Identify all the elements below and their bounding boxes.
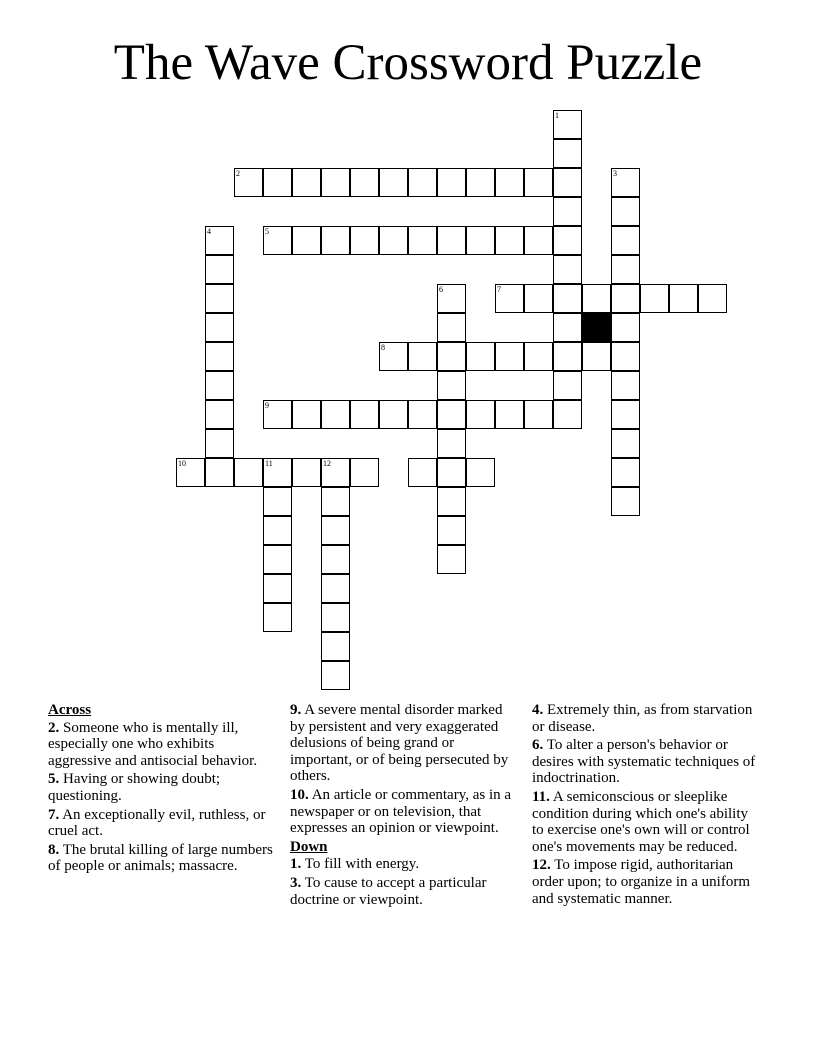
clue-down-4 [532,702,757,735]
clue-across-8 [48,842,273,875]
grid-cell[interactable] [611,255,640,284]
grid-cell[interactable] [611,371,640,400]
grid-cell[interactable] [234,458,263,487]
grid-cell[interactable] [582,342,611,371]
grid-cell[interactable] [437,313,466,342]
grid-cell[interactable] [321,574,350,603]
clue-text: A semiconscious or sleeplike condition during which one's ability to exercise one's own will or control one's movements may be reduced. [532,788,750,855]
grid-cell[interactable] [553,313,582,342]
grid-cell[interactable] [495,342,524,371]
down-heading: Down [290,838,328,855]
grid-cell[interactable] [437,371,466,400]
grid-cell[interactable] [263,545,292,574]
grid-cell[interactable] [698,284,727,313]
grid-cell[interactable] [234,168,263,197]
puzzle-title: The Wave Crossword Puzzle [113,35,703,91]
cell-number: 4 [207,227,211,236]
grid-cell[interactable] [553,110,582,139]
grid-cell[interactable] [437,284,466,313]
grid-cell[interactable] [263,168,292,197]
clue-text: The brutal killing of large numbers of people or animals; massacre. [48,841,273,875]
grid-cell[interactable] [582,284,611,313]
grid-cell[interactable] [205,255,234,284]
clue-text: To impose rigid, authoritarian order upon; to organize in a uniform and systematic manner. [532,857,750,907]
clue-across-9 [290,702,515,785]
clue-text: To cause to accept a particular doctrine or viewpoint. [290,874,487,908]
cell-number: 1 [555,111,559,120]
cell-number: 8 [381,343,385,352]
grid-cell[interactable] [379,226,408,255]
grid-cell[interactable] [553,226,582,255]
clue-number: 12. [532,857,551,874]
clue-number: 3. [290,874,302,891]
clue-down-12 [532,857,757,907]
grid-cell[interactable] [553,168,582,197]
grid-cell[interactable] [495,226,524,255]
grid-cell[interactable] [466,168,495,197]
grid-cell[interactable] [408,226,437,255]
clue-text: To fill with energy. [304,856,420,873]
grid-cell[interactable] [437,545,466,574]
grid-cell[interactable] [466,400,495,429]
grid-cell[interactable] [205,226,234,255]
grid-cell[interactable] [350,458,379,487]
clue-down-6 [532,737,757,787]
grid-cell[interactable] [205,371,234,400]
grid-cell[interactable] [437,458,466,487]
cell-number: 2 [236,169,240,178]
grid-cell[interactable] [263,226,292,255]
clues-column-3 [532,702,757,909]
grid-cell[interactable] [205,342,234,371]
grid-cell[interactable] [292,458,321,487]
grid-cell[interactable] [379,168,408,197]
clue-text: Having or showing doubt; questioning. [48,771,221,804]
clue-across-7 [48,807,273,840]
grid-cell[interactable] [263,516,292,545]
cell-number: 12 [323,459,331,468]
grid-cell[interactable] [350,400,379,429]
grid-cell[interactable] [321,400,350,429]
grid-cell[interactable] [611,197,640,226]
grid-cell[interactable] [176,458,205,487]
clue-number: 2. [48,719,60,736]
grid-cell[interactable] [321,226,350,255]
grid-cell[interactable] [321,458,350,487]
grid-cell[interactable] [321,632,350,661]
clue-number: 4. [532,702,544,718]
clue-text: To alter a person's behavior or desires with systematic techniques of indoctrination. [532,737,756,787]
clue-number: 11. [532,788,550,805]
grid-cell[interactable] [553,255,582,284]
black-square [582,313,611,342]
clue-text: Extremely thin, as from starvation or disease. [532,702,753,735]
grid-cell[interactable] [495,400,524,429]
clue-across-5 [48,771,273,804]
clues-column-1 [48,702,273,877]
grid-cell[interactable] [437,400,466,429]
clue-text: A severe mental disorder marked by persistent and very exaggerated delusions of being grand or important, or of being persecuted by others. [290,702,509,785]
grid-cell[interactable] [524,226,553,255]
grid-cell[interactable] [611,226,640,255]
grid-cell[interactable] [205,458,234,487]
grid-cell[interactable] [437,487,466,516]
clue-text: An article or commentary, as in a newspaper or on television, that expresses an opinion or viewpoint. [290,786,512,837]
grid-cell[interactable] [437,516,466,545]
grid-cell[interactable] [553,371,582,400]
grid-cell[interactable] [495,284,524,313]
grid-cell[interactable] [669,284,698,313]
grid-cell[interactable] [553,400,582,429]
across-heading: Across [48,702,92,718]
clue-text: Someone who is mentally ill, especially one who exhibits aggressive and antisocial behavior. [48,719,258,769]
grid-cell[interactable] [437,226,466,255]
cell-number: 11 [265,459,273,468]
grid-cell[interactable] [611,429,640,458]
grid-cell[interactable] [205,400,234,429]
grid-cell[interactable] [466,458,495,487]
grid-cell[interactable] [350,226,379,255]
grid-cell[interactable] [350,168,379,197]
grid-cell[interactable] [205,429,234,458]
grid-cell[interactable] [437,168,466,197]
grid-cell[interactable] [263,487,292,516]
clue-number: 9. [290,702,302,718]
grid-cell[interactable] [321,516,350,545]
grid-cell[interactable] [408,458,437,487]
grid-cell[interactable] [553,284,582,313]
grid-cell[interactable] [321,168,350,197]
grid-cell[interactable] [611,458,640,487]
grid-cell[interactable] [263,603,292,632]
grid-cell[interactable] [379,342,408,371]
grid-cell[interactable] [292,400,321,429]
grid-cell[interactable] [437,342,466,371]
grid-cell[interactable] [611,284,640,313]
grid-cell[interactable] [379,400,408,429]
grid-cell[interactable] [408,400,437,429]
clue-number: 10. [290,786,309,803]
clue-down-3 [290,875,515,908]
grid-cell[interactable] [205,313,234,342]
grid-cell[interactable] [263,574,292,603]
clue-across-10 [290,787,515,837]
grid-cell[interactable] [321,661,350,690]
clues-column-2 [290,702,515,910]
grid-cell[interactable] [466,226,495,255]
grid-cell[interactable] [263,400,292,429]
grid-cell[interactable] [321,487,350,516]
clue-down-11 [532,789,757,855]
clue-number: 5. [48,771,60,788]
grid-cell[interactable] [321,603,350,632]
grid-cell[interactable] [553,197,582,226]
grid-cell[interactable] [524,400,553,429]
clue-across-2 [48,720,273,770]
grid-cell[interactable] [321,545,350,574]
grid-cell[interactable] [205,284,234,313]
grid-cell[interactable] [553,139,582,168]
clue-number: 6. [532,737,544,754]
grid-cell[interactable] [611,168,640,197]
grid-cell[interactable] [292,226,321,255]
cell-number: 3 [613,169,617,178]
grid-cell[interactable] [611,487,640,516]
grid-cell[interactable] [408,342,437,371]
grid-cell[interactable] [495,168,524,197]
grid-cell[interactable] [611,342,640,371]
clue-number: 1. [290,856,302,873]
grid-cell[interactable] [524,342,553,371]
grid-cell[interactable] [263,458,292,487]
clue-text: An exceptionally evil, ruthless, or cruel act. [48,806,266,840]
clue-number: 7. [48,806,60,823]
grid-cell[interactable] [437,429,466,458]
grid-cell[interactable] [408,168,437,197]
grid-cell[interactable] [466,342,495,371]
clue-down-1 [290,856,515,873]
grid-cell[interactable] [524,284,553,313]
grid-cell[interactable] [524,168,553,197]
grid-cell[interactable] [611,400,640,429]
clue-number: 8. [48,841,60,858]
grid-cell[interactable] [640,284,669,313]
cell-number: 9 [265,401,269,410]
grid-cell[interactable] [292,168,321,197]
cell-number: 7 [497,285,501,294]
cell-number: 10 [178,459,186,468]
grid-cell[interactable] [553,342,582,371]
cell-number: 5 [265,227,269,236]
grid-cell[interactable] [611,313,640,342]
cell-number: 6 [439,285,443,294]
